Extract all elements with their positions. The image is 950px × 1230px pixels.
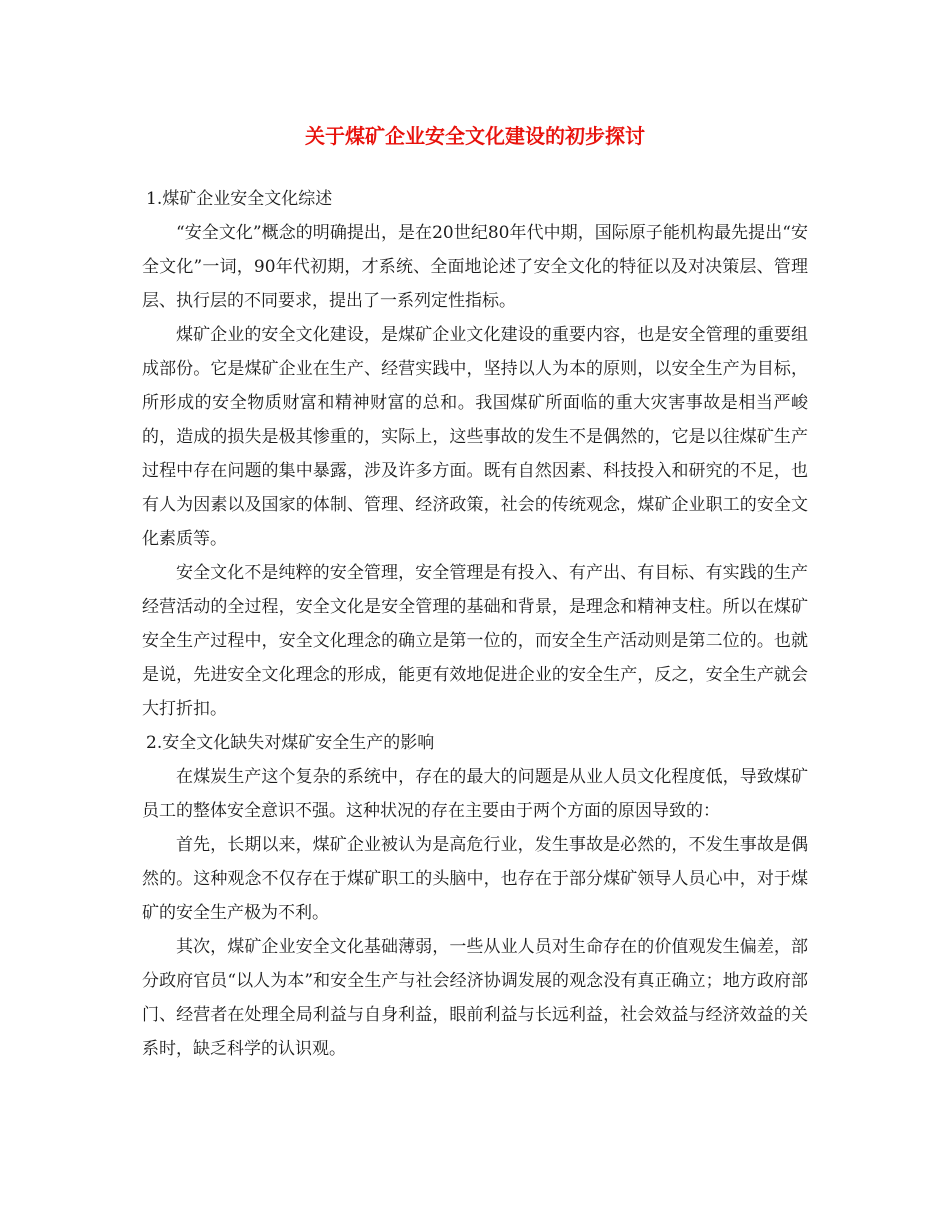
section-heading-2: 2.安全文化缺失对煤矿安全生产的影响 xyxy=(146,733,435,753)
paragraph: 在煤炭生产这个复杂的系统中，存在的最大的问题是从业人员文化程度低，导致煤矿员工的整体安全意识不强。这种状况的存在主要由于两个方面的原因导致的： xyxy=(142,767,808,821)
paragraph: 安全文化不是纯粹的安全管理，安全管理是有投入、有产出、有目标、有实践的生产经营活动的全过程，安全文化是安全管理的基础和背景，是理念和精神支柱。所以在煤矿安全生产过程中，安全文化理念的确立是第一位的，而安全生产活动则是第二位的。也就是说，先进安全文化理念的形成，能更有效地促进企业的安全生产，反之，安全生产就会大打折扣。 xyxy=(142,563,808,719)
paragraph: 首先，长期以来，煤矿企业被认为是高危行业，发生事故是必然的，不发生事故是偶然的。这种观念不仅存在于煤矿职工的头脑中，也存在于部分煤矿领导人员心中，对于煤矿的安全生产极为不利。 xyxy=(142,835,808,923)
section-heading-1: 1.煤矿企业安全文化综述 xyxy=(146,189,333,209)
paragraph: “安全文化”概念的明确提出，是在20世纪80年代中期，国际原子能机构最先提出“安全文化”一词，90年代初期，才系统、全面地论述了安全文化的特征以及对决策层、管理层、执行层的不同要求，提出了一系列定性指标。 xyxy=(142,223,808,311)
paragraph: 煤矿企业的安全文化建设，是煤矿企业文化建设的重要内容，也是安全管理的重要组成部份。它是煤矿企业在生产、经营实践中，坚持以人为本的原则，以安全生产为目标，所形成的安全物质财富和精神财富的总和。我国煤矿所面临的重大灾害事故是相当严峻的，造成的损失是极其惨重的，实际上，这些事故的发生不是偶然的，它是以往煤矿生产过程中存在问题的集中暴露，涉及许多方面。既有自然因素、科技投入和研究的不足，也有人为因素以及国家的体制、管理、经济政策，社会的传统观念，煤矿企业职工的安全文化素质等。 xyxy=(142,325,808,549)
paragraph: 其次，煤矿企业安全文化基础薄弱，一些从业人员对生命存在的价值观发生偏差，部分政府官员“以人为本”和安全生产与社会经济协调发展的观念没有真正确立；地方政府部门、经营者在处理全局利益与自身利益，眼前利益与长远利益，社会效益与经济效益的关系时，缺乏科学的认识观。 xyxy=(142,937,808,1059)
document-body xyxy=(142,182,808,1066)
document-title: 关于煤矿企业安全文化建设的初步探讨 xyxy=(305,124,645,148)
